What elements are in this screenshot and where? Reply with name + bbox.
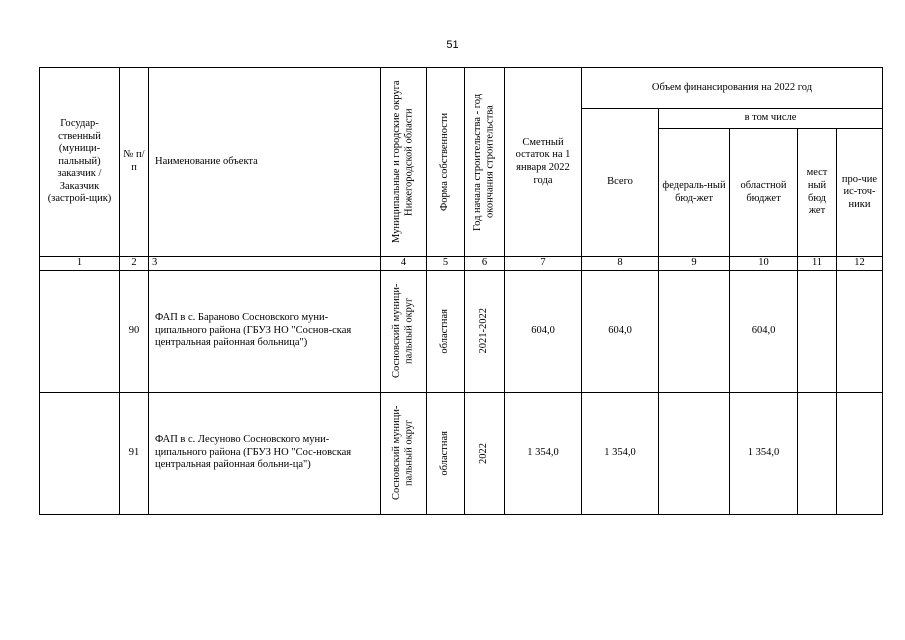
cell-district: Сосновский муници-пальный округ [381,392,427,514]
column-number: 2 [120,257,149,271]
cell-years: 2022 [465,392,505,514]
header-row-1 [40,68,883,109]
column-number: 9 [659,257,730,271]
cell-customer [40,392,120,514]
column-number: 12 [837,257,883,271]
cell-local [798,270,837,392]
column-number: 4 [381,257,427,271]
cell-object-name: ФАП в с. Лесуново Сосновского муни-ципального района (ГБУЗ НО "Сос-новская центральная районная больни-ца") [149,392,381,514]
column-number: 3 [149,257,381,271]
header-regional: областной бюджет [730,129,798,257]
cell-remainder: 604,0 [505,270,582,392]
table-row [40,270,883,392]
header-including: в том числе [659,109,883,129]
cell-local [798,392,837,514]
table-row [40,392,883,514]
column-number: 10 [730,257,798,271]
header-total: Всего [582,109,659,257]
financing-table [39,67,883,515]
column-number: 5 [427,257,465,271]
column-numbers-row [40,257,883,271]
cell-other [837,270,883,392]
header-estimate-remainder: Сметный остаток на 1 января 2022 года [505,68,582,257]
cell-total: 604,0 [582,270,659,392]
cell-number: 90 [120,270,149,392]
cell-number: 91 [120,392,149,514]
page-number: 51 [446,39,459,51]
header-district: Муниципальные и городские округа Нижегородской области [381,68,427,257]
cell-object-name: ФАП в с. Бараново Сосновского муни-ципального района (ГБУЗ НО "Соснов-ская центральная районная больница") [149,270,381,392]
cell-ownership: областная [427,392,465,514]
cell-remainder: 1 354,0 [505,392,582,514]
cell-federal [659,270,730,392]
cell-customer [40,270,120,392]
header-other: про-чие ис-точ-ники [837,129,883,257]
cell-years: 2021-2022 [465,270,505,392]
cell-other [837,392,883,514]
column-number: 11 [798,257,837,271]
column-number: 6 [465,257,505,271]
header-customer: Государ-ственный (муници-пальный) заказчик / Заказчик (застрой-щик) [40,68,120,257]
cell-total: 1 354,0 [582,392,659,514]
header-years: Год начала строительства - год окончания строительства [465,68,505,257]
cell-district: Сосновский муници-пальный округ [381,270,427,392]
header-ownership: Форма собственности [427,68,465,257]
header-number: № п/п [120,68,149,257]
cell-regional: 1 354,0 [730,392,798,514]
header-object-name: Наименование объекта [149,68,381,257]
cell-regional: 604,0 [730,270,798,392]
cell-federal [659,392,730,514]
header-federal: федераль-ный бюд-жет [659,129,730,257]
header-financing: Объем финансирования на 2022 год [582,68,883,109]
cell-ownership: областная [427,270,465,392]
column-number: 7 [505,257,582,271]
column-number: 8 [582,257,659,271]
column-number: 1 [40,257,120,271]
header-local: мест ный бюд жет [798,129,837,257]
